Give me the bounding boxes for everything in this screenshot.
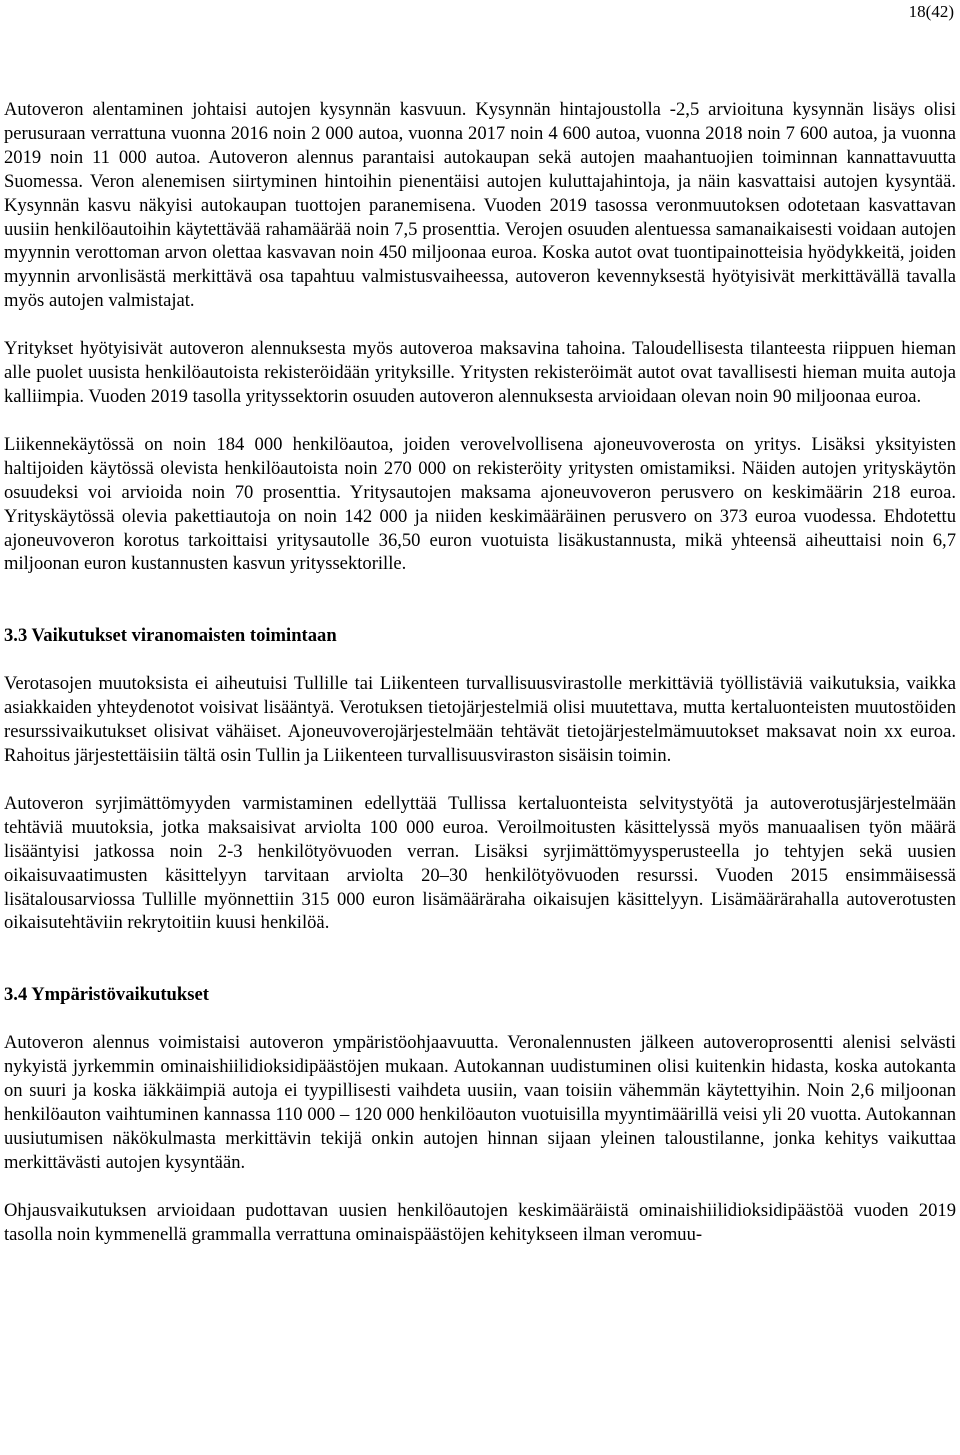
section-heading-environment: 3.4 Ympäristövaikutukset	[4, 984, 209, 1006]
paragraph-nondiscrimination: Autoveron syrjimättömyyden varmistaminen edellyttää Tullissa kertaluonteista selvitystyötä ja autoverotusjärjestelmään tehtäviä muutoksia, jotka maksaisivat arviolta 100 000 euroa. Veroilmoitusten käsittelyssä myös manuaalisen työn määrä lisääntyisi jatkossa noin 2-3 henkilötyövuoden verran. Lisäksi syrjimättömyysperusteella jo tehtyjen sekä uusien oikaisuvaatimusten käsittelyyn tarvitaan arviolta 20–30 henkilötyövuoden resurssi. Vuoden 2015 ensimmäisessä lisätalousarviossa Tullille myönnettiin 315 000 euron lisämääräraha oikaisujen käsittelyyn. Lisämäärärahalla autoverotusten oikaisutehtäviin rekrytoitiin kuusi henkilöä.	[4, 792, 956, 934]
section-heading-authorities: 3.3 Vaikutukset viranomaisten toimintaan	[4, 625, 337, 647]
paragraph-car-demand: Autoveron alentaminen johtaisi autojen kysynnän kasvuun. Kysynnän hintajoustolla -2,5 arvioituna kysynnän lisäys olisi perusuraan verrattuna vuonna 2016 noin 2 000 autoa, vuonna 2017 noin 4 600 autoa, vuonna 2018 noin 7 600 autoa, ja vuonna 2019 noin 11 000 autoa. Autoveron alennus parantaisi autokaupan sekä autojen maahantuojien toiminnan kannattavuutta Suomessa. Veron alenemisen siirtyminen hintoihin pienentäisi autojen kuluttajahintoja, ja näin kasvattaisi autojen kysyntää. Kysynnän kasvu näkyisi autokaupan tuottojen paranemisena. Vuoden 2019 tasossa veronmuutoksen odotetaan kasvattavan uusiin henkilöautoihin käytettävää rahamäärää noin 7,5 prosenttia. Verojen osuuden alentuessa samanaikaisesti voidaan autojen myynnin verottoman arvon olettaa kasvavan noin 450 miljoonaa euroa. Koska autot ovat tuontipainotteisia hyödykkeitä, joiden myynnin arvonlisästä merkittävä osa tapahtuu valmistusvaiheessa, autoveron kevennyksestä hyötyisivät merkittävällä tavalla myös autojen valmistajat.	[4, 99, 956, 312]
page-number: 18(42)	[908, 2, 954, 21]
paragraph-authority-effects: Verotasojen muutoksista ei aiheutuisi Tullille tai Liikenteen turvallisuusvirastolle merkittäviä työllistäviä vaikutuksia, vaikka asiakkaiden yhteydenotot voisivat lisääntyä. Verotuksen tietojärjestelmiä olisi muutettava, mutta kertaluonteisten muutostöiden resurssivaikutukset olisivat vähäiset. Ajoneuvoverojärjestelmään tehtävät tietojärjestelmämuutokset maksavat noin xx euroa. Rahoitus järjestettäisiin tältä osin Tullin ja Liikenteen turvallisuusviraston sisäisin toimin.	[4, 673, 956, 767]
paragraph-company-benefit: Yritykset hyötyisivät autoveron alennuksesta myös autoveroa maksavina tahoina. Taloudellisesta tilanteesta riippuen hieman alle puolet uusista henkilöautoista rekisteröidään yrityksille. Yritysten rekisteröimät autot ovat tavallisesti hieman muita autoja kalliimpia. Vuoden 2019 tasolla yrityssektorin osuuden autoveron alennuksesta arvioidaan olevan noin 90 miljoonaa euroa.	[4, 338, 956, 407]
paragraph-environmental-steering: Autoveron alennus voimistaisi autoveron ympäristöohjaavuutta. Veronalennusten jälkeen autoveroprosentti alenisi selvästi nykyistä jyrkemmin ominaishiilidioksidipäästöjen mukaan. Autokannan uudistuminen olisi kuitenkin hidasta, koska autokanta on suuri ja koska iäkkäimpiä autoja ei tyypillisesti vaihdeta uusiin, vaan toisiin vähemmän käytettyihin. Noin 2,6 miljoonan henkilöauton vaihtuminen kannassa 110 000 – 120 000 henkilöauton vuotuisilla myyntimäärillä veisi yli 20 vuotta. Autokannan uusiutumisen näkökulmasta merkittävin tekijä onkin autojen hinnan sijaan yleinen taloustilanne, jonka kehitys vaikuttaa merkittävästi autojen kysyntään.	[4, 1032, 956, 1173]
paragraph-vehicle-tax-cost: Liikennekäytössä on noin 184 000 henkilöautoa, joiden verovelvollisena ajoneuvoverosta on yritys. Lisäksi yksityisten haltijoiden käytössä olevista henkilöautoista noin 270 000 on rekisteröity yritysten omistamiksi. Näiden autojen yrityskäytön osuudeksi voi arvioida noin 70 prosenttia. Yritysautojen maksama ajoneuvoveron perusvero on keskimäärin 218 euroa. Yrityskäytössä olevia pakettiautoja on noin 142 000 ja niiden keskimääräinen perusvero on 373 euroa vuodessa. Ehdotettu ajoneuvoveron korotus tarkoittaisi yritysautolle 36,50 euron vuotuista lisäkustannusta, mikä yhteensä aiheuttaisi noin 6,7 miljoonan euron kustannusten kasvun yrityssektorille.	[4, 433, 956, 575]
document-body	[4, 98, 956, 1247]
paragraph-emission-effect: Ohjausvaikutuksen arvioidaan pudottavan uusien henkilöautojen keskimääräistä ominaishiilidioksidipäästöä vuoden 2019 tasolla noin kymmenellä grammalla verrattuna ominaispäästöjen kehitykseen ilman veromuu-	[4, 1199, 956, 1245]
